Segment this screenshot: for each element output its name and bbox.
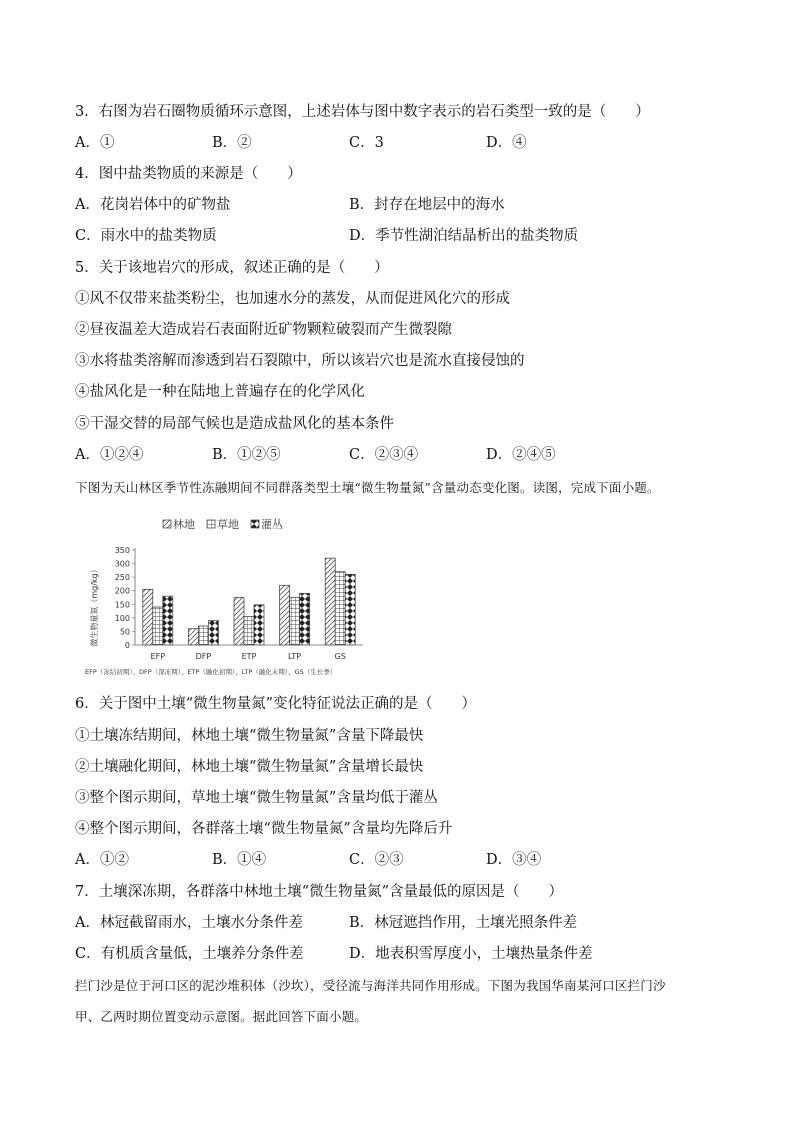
chart-y-axis-label: 微生物量氮（mg/kg） <box>90 565 99 647</box>
y-tick-label: 200 <box>114 586 130 596</box>
q5-option-b[interactable]: B．①②⑤ <box>212 447 281 463</box>
q5-statement-1: ①风不仅带来盐类粉尘，也加速水分的蒸发，从而促进风化穴的形成 <box>75 291 510 307</box>
next-intro-line-1: 拦门沙是位于河口区的泥沙堆积体（沙坎），受径流与海洋共同作用形成。下图为我国华南某河口区拦门沙 <box>75 978 666 993</box>
x-category-label: LTP <box>288 652 302 661</box>
y-tick-label: 250 <box>114 573 130 583</box>
x-category-label: GS <box>334 652 346 661</box>
bar-ETP-3 <box>254 605 264 645</box>
q5-option-c[interactable]: C．②③④ <box>349 447 419 463</box>
q5-option-d[interactable]: D．②④⑤ <box>486 447 556 463</box>
q4-option-b[interactable]: B．封存在地层中的海水 <box>349 197 505 213</box>
q7-option-c[interactable]: C．有机质含量低，土壤养分条件差 <box>75 946 304 962</box>
bar-ETP-2 <box>244 617 254 646</box>
q4-option-a[interactable]: A．花岗岩体中的矿物盐 <box>75 197 231 213</box>
q3-option-b[interactable]: B．② <box>212 135 252 151</box>
chart-note: EFP（冻结初期）、DFP（深冻期）、ETP（融化初期）、LTP（融化末期）、GS（生长季） <box>85 668 337 676</box>
y-tick-label: 300 <box>114 559 130 569</box>
legend-swatch-2 <box>207 520 215 528</box>
chart-legend <box>163 517 283 531</box>
q6-option-b[interactable]: B．①④ <box>212 852 267 868</box>
x-category-label: ETP <box>241 652 257 661</box>
q5-stem: 5．关于该地岩穴的形成，叙述正确的是（ ） <box>75 260 389 276</box>
q6-option-d[interactable]: D．③④ <box>486 852 542 868</box>
bar-EFP-3 <box>163 596 173 645</box>
q6-statement-4: ④整个图示期间，各群落土壤“微生物量氮”含量均先降后升 <box>75 821 453 837</box>
chart-bars <box>143 558 355 645</box>
q4-option-d[interactable]: D．季节性湖泊结晶析出的盐类物质 <box>349 228 579 244</box>
bar-GS-3 <box>345 574 355 645</box>
next-intro-line-2: 甲、乙两时期位置变动示意图。据此回答下面小题。 <box>75 1009 368 1024</box>
q6-option-c[interactable]: C．②③ <box>349 852 404 868</box>
bar-GS-1 <box>325 558 335 645</box>
bar-EFP-2 <box>153 607 163 645</box>
q6-statement-1: ①土壤冻结期间，林地土壤“微生物量氮”含量下降最快 <box>75 728 424 744</box>
q5-statement-4: ④盐风化是一种在陆地上普遍存在的化学风化 <box>75 384 365 400</box>
q7-option-b[interactable]: B．林冠遮挡作用，土壤光照条件差 <box>349 915 578 931</box>
legend-swatch-3 <box>251 520 259 528</box>
bar-DFP-2 <box>198 626 208 645</box>
bar-LTP-1 <box>280 585 290 645</box>
bar-DFP-3 <box>208 621 218 645</box>
y-tick-label: 350 <box>114 546 130 555</box>
y-tick-label: 100 <box>114 613 130 623</box>
bar-EFP-1 <box>143 589 153 645</box>
q3-option-a[interactable]: A．① <box>75 135 115 151</box>
q3-stem: 3．右图为岩石圈物质循环示意图，上述岩体与图中数字表示的岩石类型一致的是（ ） <box>75 104 650 120</box>
q7-option-d[interactable]: D．地表积雪厚度小，土壤热量条件差 <box>349 946 593 962</box>
legend-swatch-1 <box>163 520 171 528</box>
bar-DFP-1 <box>188 629 198 645</box>
q6-statement-3: ③整个图示期间，草地土壤“微生物量氮”含量均低于灌丛 <box>75 790 438 806</box>
legend-label-2: 草地 <box>217 518 239 531</box>
q4-stem: 4．图中盐类物质的来源是（ ） <box>75 166 302 182</box>
y-tick-label: 50 <box>119 627 130 637</box>
q3-option-d[interactable]: D．④ <box>486 135 527 151</box>
bar-GS-2 <box>335 572 345 645</box>
x-category-label: EFP <box>150 652 166 661</box>
q7-option-a[interactable]: A．林冠截留雨水，土壤水分条件差 <box>75 915 303 931</box>
x-category-label: DFP <box>195 652 212 661</box>
q5-statement-2: ②昼夜温差大造成岩石表面附近矿物颗粒破裂而产生微裂隙 <box>75 322 452 338</box>
q4-option-c[interactable]: C．雨水中的盐类物质 <box>75 228 217 244</box>
q5-option-a[interactable]: A．①②④ <box>75 447 144 463</box>
chart-x-axis <box>135 645 363 661</box>
y-tick-label: 0 <box>124 641 130 650</box>
legend-label-1: 林地 <box>173 518 195 531</box>
bar-LTP-3 <box>300 593 310 645</box>
y-tick-label: 150 <box>114 600 130 610</box>
legend-label-3: 灌丛 <box>261 518 283 531</box>
q5-statement-5: ⑤干湿交替的局部气候也是造成盐风化的基本条件 <box>75 416 394 432</box>
q6-stem: 6．关于图中土壤“微生物量氮”变化特征说法正确的是（ ） <box>75 696 477 712</box>
chart-y-axis <box>115 546 135 650</box>
chart-intro: 下图为天山林区季节性冻融期间不同群落类型土壤“微生物量氮”含量动态变化图。读图，完成下面小题。 <box>75 480 660 495</box>
q6-statement-2: ②土壤融化期间，林地土壤“微生物量氮”含量增长最快 <box>75 759 424 775</box>
q3-option-c[interactable]: C．3 <box>349 135 384 151</box>
bar-LTP-2 <box>290 598 300 646</box>
microbial-nitrogen-chart <box>83 512 383 680</box>
q7-stem: 7．土壤深冻期，各群落中林地土壤“微生物量氮”含量最低的原因是（ ） <box>75 884 564 900</box>
q6-option-a[interactable]: A．①② <box>75 852 129 868</box>
bar-ETP-1 <box>234 598 244 646</box>
q5-statement-3: ③水将盐类溶解而渗透到岩石裂隙中，所以该岩穴也是流水直接侵蚀的 <box>75 353 525 369</box>
